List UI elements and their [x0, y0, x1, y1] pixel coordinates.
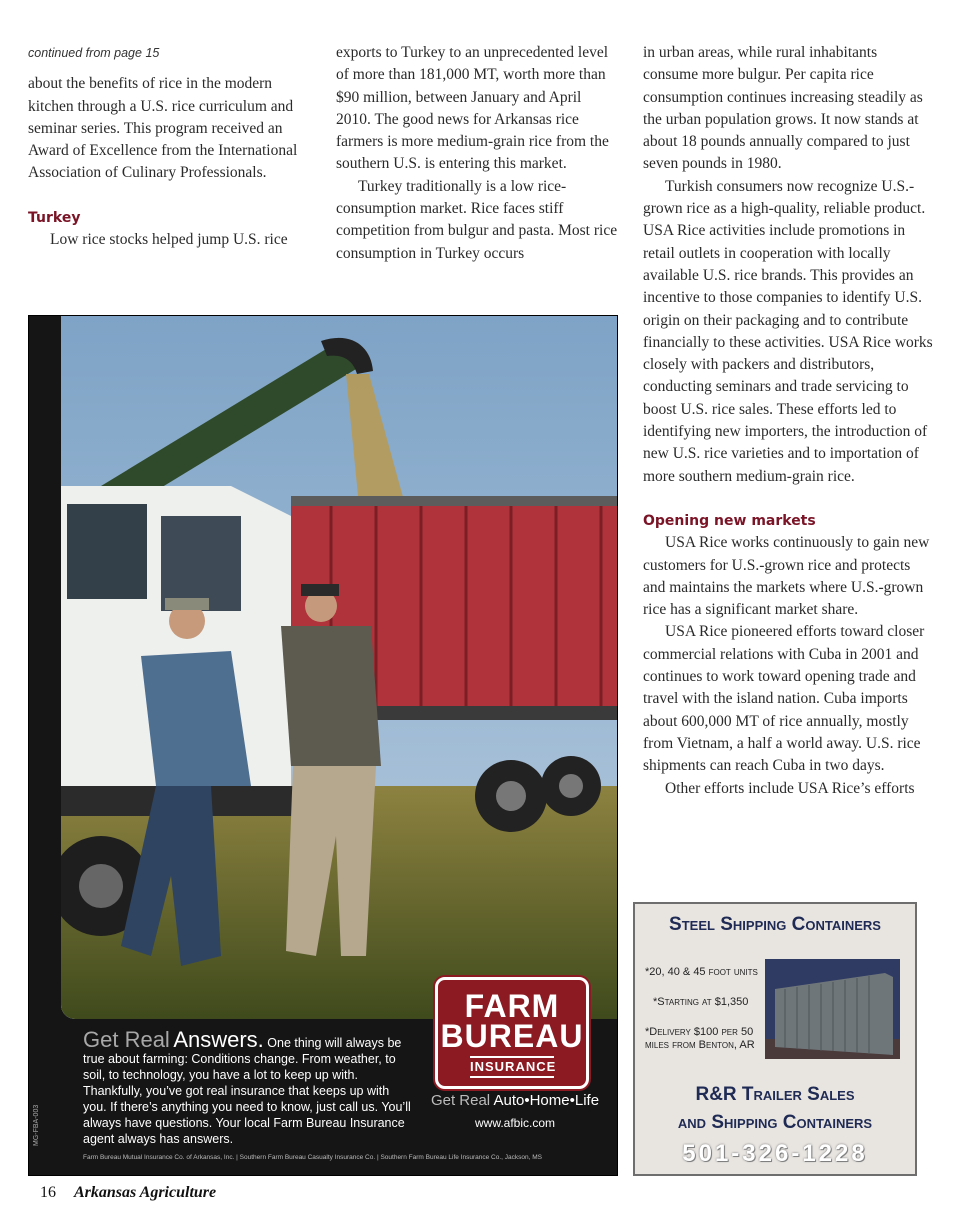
paragraph: USA Rice works continuously to gain new customers for U.S.-grown rice and protects and maintains the markets where U.S.-grown rice has a significant market share. — [643, 534, 930, 619]
photo-illustration — [61, 316, 617, 1019]
paragraph: in urban areas, while rural inhabitants consume more bulgur. Per capita rice consumption continues increasing steadily as the urban population grows. It now stands at about 18 pounds annually compared to just seven pounds in 1980. — [643, 44, 923, 173]
paragraph: Turkey traditionally is a low rice-consumption market. Rice faces stiff competition from bulgur and pasta. Most rice consumption in Turkey occurs — [336, 177, 618, 262]
page-number: 16 — [40, 1184, 56, 1201]
paragraph: USA Rice pioneered efforts toward closer commercial relations with Cuba in 2001 and continues to work toward opening trade and travel with the island nation. Cuba imports about 600,000 MT of rice annually, mostly from Vietnam, a half a world away. U.S. rice shipments can reach Cuba in two days. — [643, 623, 925, 775]
ad-headline-b: Answers. — [173, 1027, 264, 1052]
paragraph: about the benefits of rice in the modern kitchen through a U.S. rice curriculum and seminar series. This program received an Award of Excellence from the International Association of Culinary Professionals. — [28, 75, 298, 182]
ad-legal: Farm Bureau Mutual Insurance Co. of Arkansas, Inc. | Southern Farm Bureau Casualty Insurance Co. | Southern Farm Bureau Life Insurance Co., Jackson, MS — [83, 1154, 542, 1161]
container-photo — [765, 959, 900, 1059]
logo-text-insurance: INSURANCE — [470, 1056, 554, 1078]
ad-headline-a: Get Real — [83, 1027, 170, 1052]
paragraph: exports to Turkey to an unprecedented level of more than 181,000 MT, worth more than $90 million, between January and April 2010. The good news for Arkansas rice farmers is more medium-grain rice from the southern U.S. is entering this market. — [336, 44, 609, 173]
ad-code: MG-FBA-003 — [33, 1104, 40, 1146]
magazine-title: Arkansas Agriculture — [74, 1184, 217, 1201]
container-ad-line1: *20, 40 & 45 foot units — [645, 966, 758, 978]
ad-tagline — [425, 1092, 605, 1109]
paragraph: Turkish consumers now recognize U.S.-grown rice as a high-quality, reliable product. USA Rice activities include promotions in retail outlets in cooperation with locally available U.S. rice brands. This provides an incentive to those companies to identify U.S. origin on their packaging and to contribute financially to these activities. USA Rice works closely with packers and distributors, conducting seminars and trade servicing to boost U.S. rice sales. These efforts led to identifying new importers, the introduction of new U.S. rice varieties and to importation of more southern medium-grain rice. — [643, 177, 933, 485]
tagline-b: Auto•Home•Life — [493, 1092, 600, 1109]
logo-text-bureau: BUREAU — [440, 1018, 584, 1054]
column-3 — [643, 42, 935, 800]
container-ad-company-line2: and Shipping Containers — [677, 1112, 873, 1133]
container-ad-line3: *Delivery $100 per 50 miles from Benton, AR — [645, 1026, 755, 1051]
container-ad-line2: *Starting at $1,350 — [653, 996, 749, 1008]
container-ad-title: Steel Shipping Containers — [669, 914, 881, 935]
column-1 — [28, 42, 310, 251]
container-ad-company-line1: R&R Trailer Sales — [695, 1084, 855, 1105]
ad-body: One thing will always be true about farming: Conditions change. From weather, to soil, to technology, you have a lot to keep up with. Thankfully, you’ve got real insurance that keeps up with you. If there’s anything you need to know, just call us. You’ll always have questions. Your local Farm Bureau Insurance agent always has answers. — [83, 1036, 411, 1146]
paragraph: Low rice stocks helped jump U.S. rice — [50, 231, 288, 249]
section-heading-opening-markets: Opening new markets — [643, 512, 816, 529]
ad-url: www.afbic.com — [474, 1116, 556, 1130]
tagline-a: Get Real — [430, 1092, 491, 1109]
farm-bureau-ad — [28, 315, 618, 1176]
paragraph: Other efforts include USA Rice’s efforts — [665, 779, 915, 797]
farm-bureau-logo — [435, 977, 589, 1089]
logo-text-farm: FARM — [464, 988, 560, 1024]
container-ad — [633, 902, 917, 1176]
page-footer — [40, 1184, 216, 1202]
column-2 — [336, 42, 618, 265]
ad-copy — [83, 1027, 413, 1147]
ad-photo-grain-truck — [61, 316, 617, 1019]
section-heading-turkey: Turkey — [28, 209, 81, 226]
continued-note: continued from page 15 — [28, 46, 160, 60]
container-ad-phone: 501-326-1228 — [682, 1140, 868, 1167]
